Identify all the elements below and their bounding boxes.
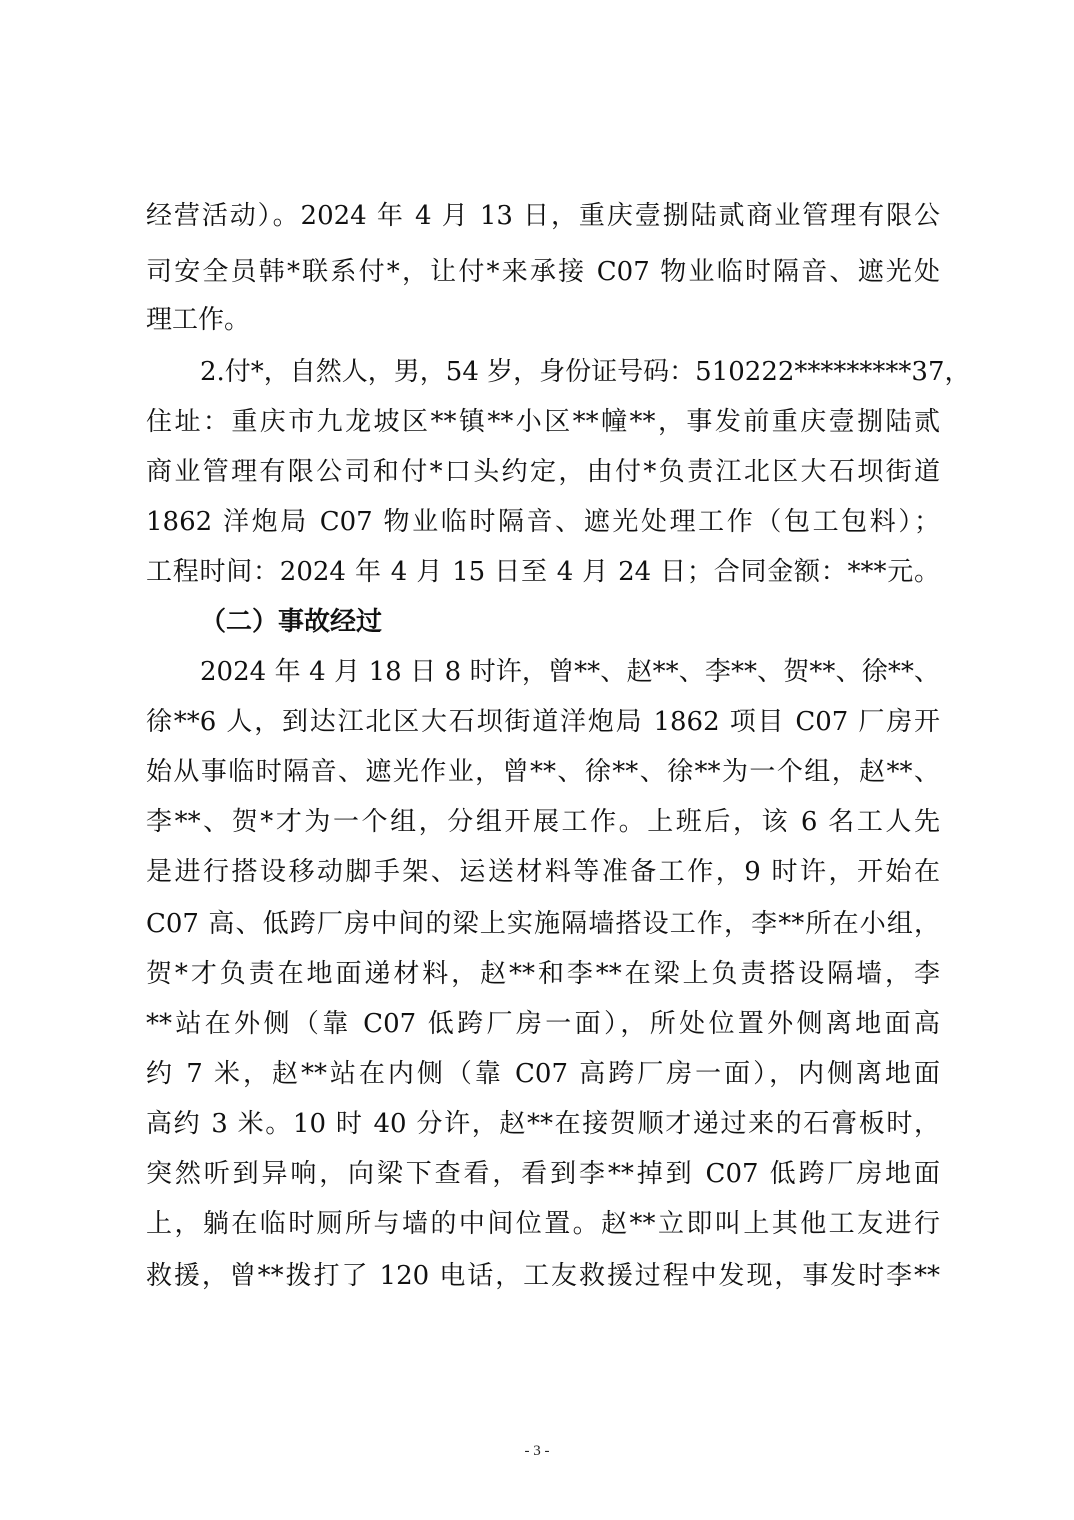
para1-line-3: 理工作。 [146,305,251,335]
para1-line-2: 司安全员韩*联系付*，让付*来承接 C07 物业临时隔音、遮光处 [146,257,940,287]
para2-line-2: 住址：重庆市九龙坡区**镇**小区**幢**，事发前重庆壹捌陆贰 [146,407,940,437]
para3-line-11: 突然听到异响，向梁下查看，看到李**掉到 C07 低跨厂房地面 [146,1159,940,1189]
para3-line-7: 贺*才负责在地面递材料，赵**和李**在梁上负责搭设隔墙，李 [146,959,940,989]
para3-line-4: 李**、贺*才为一个组，分组开展工作。上班后，该 6 名工人先 [146,807,940,837]
para3-line-2: 徐**6 人，到达江北区大石坝街道洋炮局 1862 项目 C07 厂房开 [146,707,940,737]
para2-line-3: 商业管理有限公司和付*口头约定，由付*负责江北区大石坝街道 [146,457,940,487]
para3-line-3: 始从事临时隔音、遮光作业，曾**、徐**、徐**为一个组，赵**、 [146,757,940,787]
para3-line-12: 上，躺在临时厕所与墙的中间位置。赵**立即叫上其他工友进行 [146,1209,940,1239]
para3-line-8: **站在外侧（靠 C07 低跨厂房一面），所处位置外侧离地面高 [146,1009,940,1039]
para3-line-10: 高约 3 米。10 时 40 分许，赵**在接贺顺才递过来的石膏板时， [146,1109,940,1139]
para3-line-13: 救援，曾**拨打了 120 电话，工友救援过程中发现，事发时李** [146,1261,940,1291]
para2-line-1: 2.付*，自然人，男，54 岁，身份证号码：510222*********37， [200,357,971,387]
para3-line-5: 是进行搭设移动脚手架、运送材料等准备工作，9 时许，开始在 [146,857,940,887]
para3-line-9: 约 7 米，赵**站在内侧（靠 C07 高跨厂房一面），内侧离地面 [146,1059,940,1089]
para3-line-6: C07 高、低跨厂房中间的梁上实施隔墙搭设工作，李**所在小组， [146,909,940,939]
para3-line-1: 2024 年 4 月 18 日 8 时许，曾**、赵**、李**、贺**、徐**、 [200,657,940,687]
para1-line-1: 经营活动）。2024 年 4 月 13 日，重庆壹捌陆贰商业管理有限公 [146,201,940,231]
para2-line-4: 1862 洋炮局 C07 物业临时隔音、遮光处理工作（包工包料）； [146,507,940,537]
section-heading: （二）事故经过 [200,607,383,637]
para2-line-5: 工程时间：2024 年 4 月 15 日至 4 月 24 日；合同金额：***元。 [146,557,940,587]
page-number: - 3 - [524,1443,550,1459]
